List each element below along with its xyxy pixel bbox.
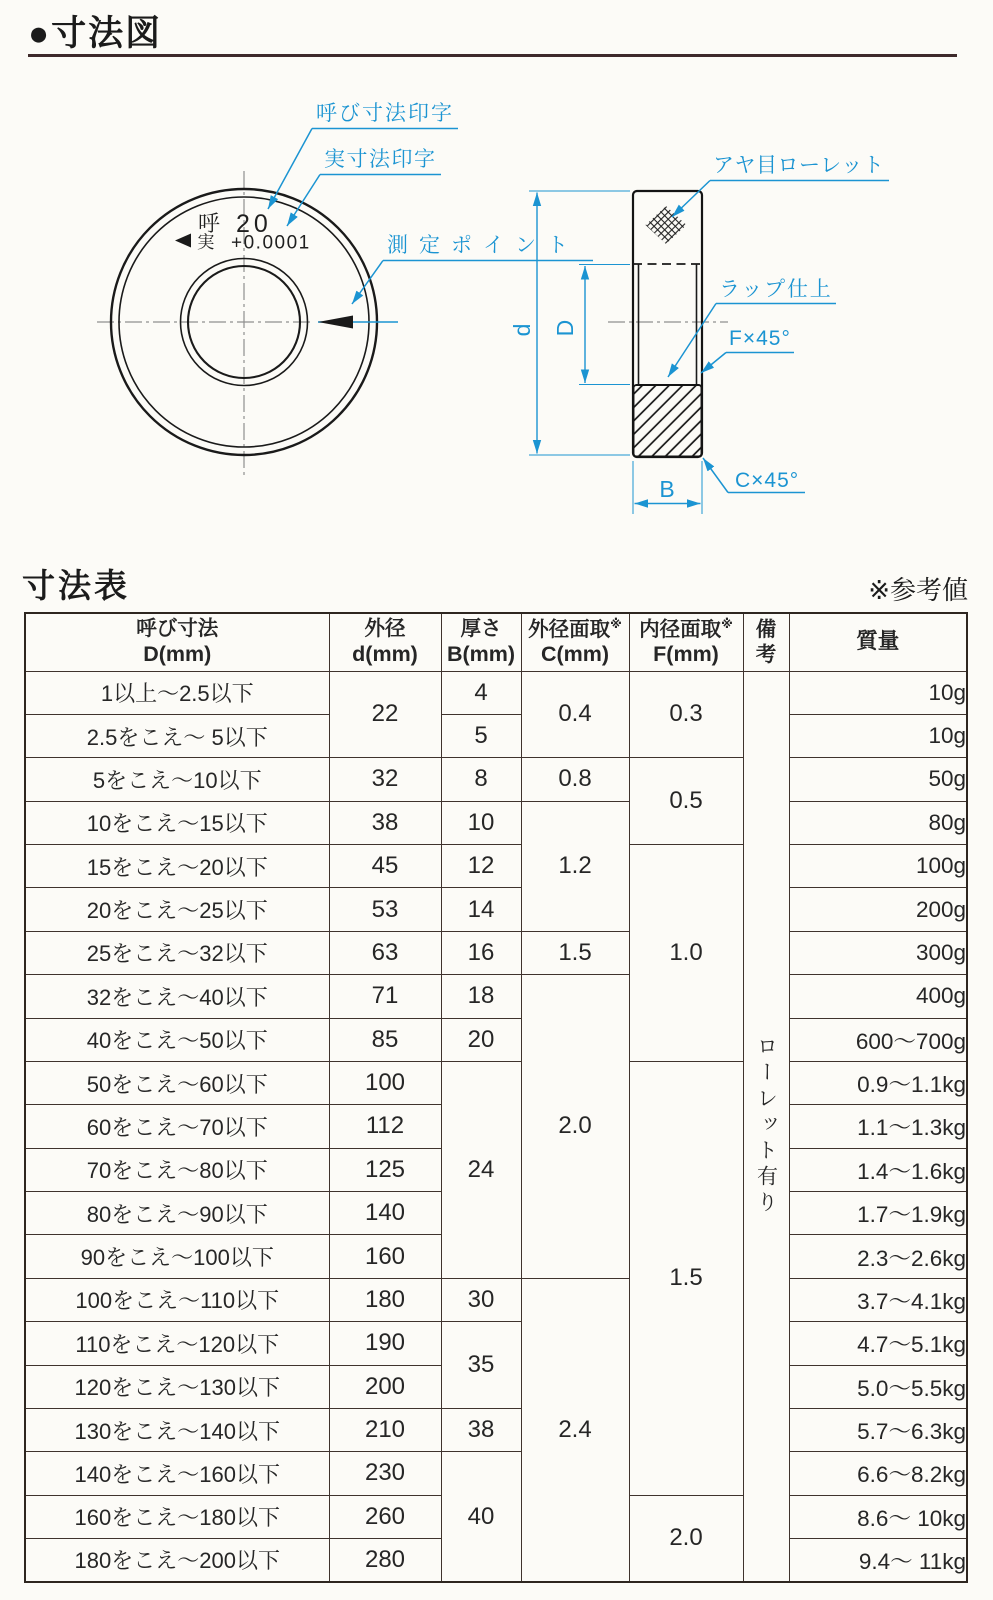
dim-label-width: B xyxy=(659,476,675,502)
cell-thickness: 40 xyxy=(441,1452,521,1582)
cell-thickness: 18 xyxy=(441,975,521,1018)
cell-thickness: 12 xyxy=(441,845,521,888)
cell-thickness: 10 xyxy=(441,801,521,844)
cell-thickness: 8 xyxy=(441,758,521,801)
cell-outer-dia: 100 xyxy=(329,1061,441,1104)
col-thickness-header: 厚さ B(mm) xyxy=(441,613,521,671)
cell-outer-chamfer: 1.5 xyxy=(521,931,629,974)
cell-outer-dia: 260 xyxy=(329,1495,441,1538)
table-row xyxy=(25,714,967,757)
actual-value-text: +0.0001 xyxy=(231,232,311,254)
cell-range: 25をこえ〜32以下 xyxy=(25,931,329,974)
label-f-chamfer: F×45° xyxy=(729,327,791,350)
cell-mass: 50g xyxy=(789,758,967,801)
cell-thickness: 35 xyxy=(441,1322,521,1409)
col-mass-header: 質量 xyxy=(789,613,967,671)
dim-label-outer: d xyxy=(509,323,535,337)
cell-outer-dia: 160 xyxy=(329,1235,441,1278)
cell-inner-chamfer: 2.0 xyxy=(629,1495,743,1582)
table-row xyxy=(25,1278,967,1321)
table-row xyxy=(25,845,967,888)
cell-thickness: 5 xyxy=(441,714,521,757)
section-hatch xyxy=(634,385,702,457)
cell-outer-dia: 280 xyxy=(329,1539,441,1582)
cell-mass: 2.3〜2.6kg xyxy=(789,1235,967,1278)
cell-thickness: 16 xyxy=(441,931,521,974)
cell-range: 140をこえ〜160以下 xyxy=(25,1452,329,1495)
cell-range: 2.5をこえ〜 5以下 xyxy=(25,714,329,757)
knurl-patch xyxy=(646,206,687,244)
nominal-value-text: 20 xyxy=(236,210,272,238)
cell-range: 120をこえ〜130以下 xyxy=(25,1365,329,1408)
cell-mass: 0.9〜1.1kg xyxy=(789,1061,967,1104)
cell-range: 20をこえ〜25以下 xyxy=(25,888,329,931)
table-row xyxy=(25,1322,967,1365)
table-row xyxy=(25,1018,967,1061)
table-title: 寸法表 xyxy=(22,567,130,604)
cell-outer-chamfer: 0.4 xyxy=(521,671,629,758)
cell-outer-dia: 125 xyxy=(329,1148,441,1191)
cell-inner-chamfer: 1.0 xyxy=(629,845,743,1062)
cell-inner-chamfer: 0.3 xyxy=(629,671,743,758)
front-view xyxy=(97,102,593,477)
table-row xyxy=(25,975,967,1018)
cell-outer-chamfer: 0.8 xyxy=(521,758,629,801)
cell-outer-dia: 63 xyxy=(329,931,441,974)
cell-outer-dia: 230 xyxy=(329,1452,441,1495)
label-nominal-print: 呼び寸法印字 xyxy=(316,102,454,125)
cell-outer-dia: 32 xyxy=(329,758,441,801)
leader-f-chamfer xyxy=(701,353,726,374)
cell-mass: 1.1〜1.3kg xyxy=(789,1105,967,1148)
cell-range: 5をこえ〜10以下 xyxy=(25,758,329,801)
col-nominal-header: 呼び寸法 D(mm) xyxy=(25,613,329,671)
col-outer-chamfer-header: 外径面取※ C(mm) xyxy=(521,613,629,671)
cell-range: 40をこえ〜50以下 xyxy=(25,1018,329,1061)
cell-range: 80をこえ〜90以下 xyxy=(25,1192,329,1235)
page-title: ●寸法図 xyxy=(28,14,163,53)
table-row xyxy=(25,758,967,801)
dimension-diagram xyxy=(0,0,993,556)
cell-mass: 300g xyxy=(789,931,967,974)
col-remarks-header: 備考 xyxy=(743,613,789,671)
col-inner-chamfer-header: 内径面取※ F(mm) xyxy=(629,613,743,671)
cell-outer-dia: 180 xyxy=(329,1278,441,1321)
cell-range: 180をこえ〜200以下 xyxy=(25,1539,329,1582)
cell-thickness: 38 xyxy=(441,1408,521,1451)
label-lap-finish: ラップ仕上 xyxy=(719,278,833,301)
cell-thickness: 24 xyxy=(441,1061,521,1278)
cell-range: 10をこえ〜15以下 xyxy=(25,801,329,844)
cell-mass: 100g xyxy=(789,845,967,888)
cell-mass: 10g xyxy=(789,671,967,714)
cell-inner-chamfer: 0.5 xyxy=(629,758,743,845)
cell-outer-dia: 112 xyxy=(329,1105,441,1148)
cell-outer-chamfer: 1.2 xyxy=(521,801,629,931)
cell-range: 90をこえ〜100以下 xyxy=(25,1235,329,1278)
table-row xyxy=(25,1452,967,1495)
cell-range: 15をこえ〜20以下 xyxy=(25,845,329,888)
table-row xyxy=(25,801,967,844)
cell-mass: 5.7〜6.3kg xyxy=(789,1408,967,1451)
cell-mass: 10g xyxy=(789,714,967,757)
cell-outer-chamfer: 2.0 xyxy=(521,975,629,1279)
cell-mass: 400g xyxy=(789,975,967,1018)
cell-thickness: 14 xyxy=(441,888,521,931)
cell-outer-dia: 190 xyxy=(329,1322,441,1365)
label-measuring-point: 測定ポイント xyxy=(387,234,579,257)
actual-prefix-text: 実 xyxy=(197,232,215,252)
cell-inner-chamfer: 1.5 xyxy=(629,1061,743,1495)
cell-thickness: 30 xyxy=(441,1278,521,1321)
cell-mass: 600〜700g xyxy=(789,1018,967,1061)
cell-range: 1以上〜2.5以下 xyxy=(25,671,329,714)
cell-mass: 3.7〜4.1kg xyxy=(789,1278,967,1321)
cell-outer-dia: 200 xyxy=(329,1365,441,1408)
table-row xyxy=(25,1061,967,1104)
cell-outer-dia: 71 xyxy=(329,975,441,1018)
cell-mass: 200g xyxy=(789,888,967,931)
cell-mass: 6.6〜8.2kg xyxy=(789,1452,967,1495)
side-view xyxy=(509,154,889,514)
cell-range: 100をこえ〜110以下 xyxy=(25,1278,329,1321)
cell-range: 110をこえ〜120以下 xyxy=(25,1322,329,1365)
cell-range: 160をこえ〜180以下 xyxy=(25,1495,329,1538)
table-row xyxy=(25,888,967,931)
cell-mass: 1.4〜1.6kg xyxy=(789,1148,967,1191)
cell-mass: 80g xyxy=(789,801,967,844)
leader-c-chamfer xyxy=(703,458,728,493)
cell-thickness: 4 xyxy=(441,671,521,714)
label-c-chamfer: C×45° xyxy=(735,469,800,492)
leader-knurl xyxy=(672,181,710,218)
cell-range: 50をこえ〜60以下 xyxy=(25,1061,329,1104)
nominal-prefix-text: 呼 xyxy=(198,211,221,236)
table-row xyxy=(25,1408,967,1451)
measuring-point-marker-icon xyxy=(318,316,353,329)
cell-outer-dia: 38 xyxy=(329,801,441,844)
cell-outer-dia: 22 xyxy=(329,671,441,758)
dimension-table xyxy=(24,612,968,1583)
header-row xyxy=(25,613,967,671)
cell-outer-dia: 85 xyxy=(329,1018,441,1061)
cell-range: 70をこえ〜80以下 xyxy=(25,1148,329,1191)
table-row xyxy=(25,931,967,974)
table-row xyxy=(25,671,967,714)
cell-range: 60をこえ〜70以下 xyxy=(25,1105,329,1148)
cell-thickness: 20 xyxy=(441,1018,521,1061)
cell-mass: 5.0〜5.5kg xyxy=(789,1365,967,1408)
cell-mass: 8.6〜 10kg xyxy=(789,1495,967,1538)
reference-note: ※参考値 xyxy=(868,575,968,605)
cell-outer-dia: 210 xyxy=(329,1408,441,1451)
cell-mass: 4.7〜5.1kg xyxy=(789,1322,967,1365)
label-knurl: アヤ目ローレット xyxy=(713,154,885,177)
pointer-triangle-icon xyxy=(175,234,191,248)
cell-remarks: ローレット有り xyxy=(743,671,789,1582)
cell-outer-dia: 45 xyxy=(329,845,441,888)
label-actual-print: 実寸法印字 xyxy=(324,148,437,171)
col-outer-dia-header: 外径 d(mm) xyxy=(329,613,441,671)
cell-outer-chamfer: 2.4 xyxy=(521,1278,629,1582)
cell-mass: 1.7〜1.9kg xyxy=(789,1192,967,1235)
cell-mass: 9.4〜 11kg xyxy=(789,1539,967,1582)
cell-outer-dia: 53 xyxy=(329,888,441,931)
cell-range: 130をこえ〜140以下 xyxy=(25,1408,329,1451)
cell-outer-dia: 140 xyxy=(329,1192,441,1235)
cell-range: 32をこえ〜40以下 xyxy=(25,975,329,1018)
dim-label-bore: D xyxy=(552,319,578,337)
